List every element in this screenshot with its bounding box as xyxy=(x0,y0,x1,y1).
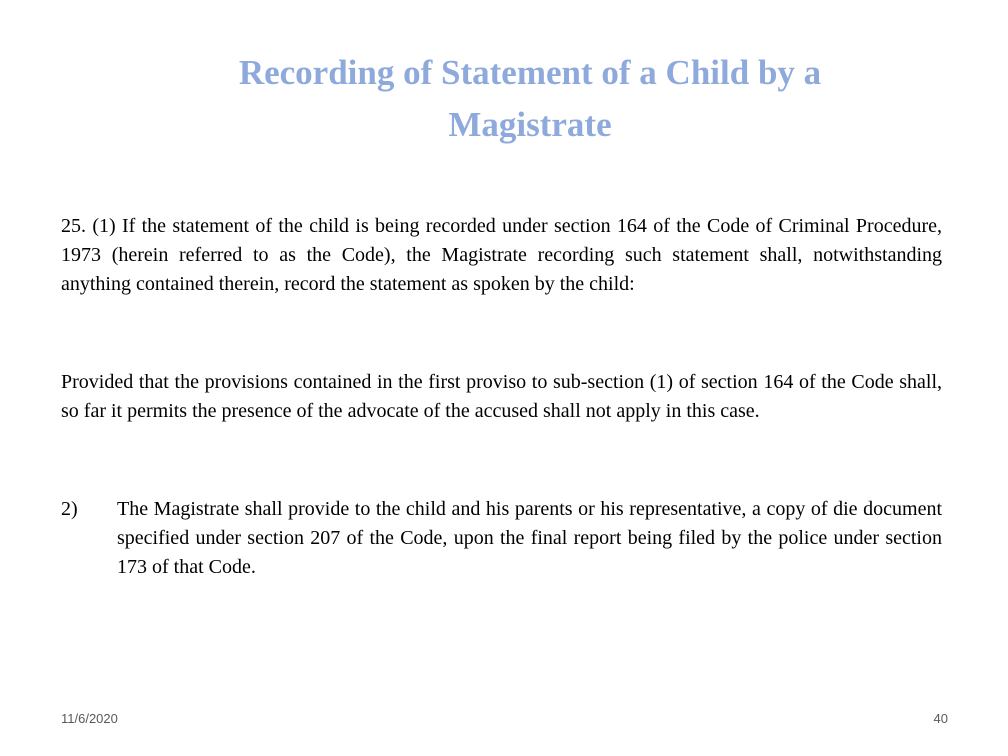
section-25-1-paragraph: 25. (1) If the statement of the child is being recorded under section 164 of the Code of Criminal Procedure, 1973 (herein referred to as the Code), the Magistrate recording such statement shall, notwithstanding anything contained therein, record the statement as spoken by the child: xyxy=(61,215,942,295)
numbered-item-2 xyxy=(61,495,942,582)
item-number: 2) xyxy=(61,498,78,520)
slide-title-line-2: Magistrate xyxy=(448,105,612,144)
slide-title xyxy=(190,47,870,151)
footer-date: 11/6/2020 xyxy=(61,711,118,726)
page-number: 40 xyxy=(933,711,948,726)
proviso-paragraph: Provided that the provisions contained in the first proviso to sub-section (1) of section 164 of the Code shall, so far it permits the presence of the advocate of the accused shall not apply in this case. xyxy=(61,371,942,422)
item-text: The Magistrate shall provide to the child and his parents or his representative, a copy of die document specified under section 207 of the Code, upon the final report being filed by the police under section 173 of that Code. xyxy=(117,498,942,578)
slide-title-line-1: Recording of Statement of a Child by a xyxy=(238,53,822,92)
